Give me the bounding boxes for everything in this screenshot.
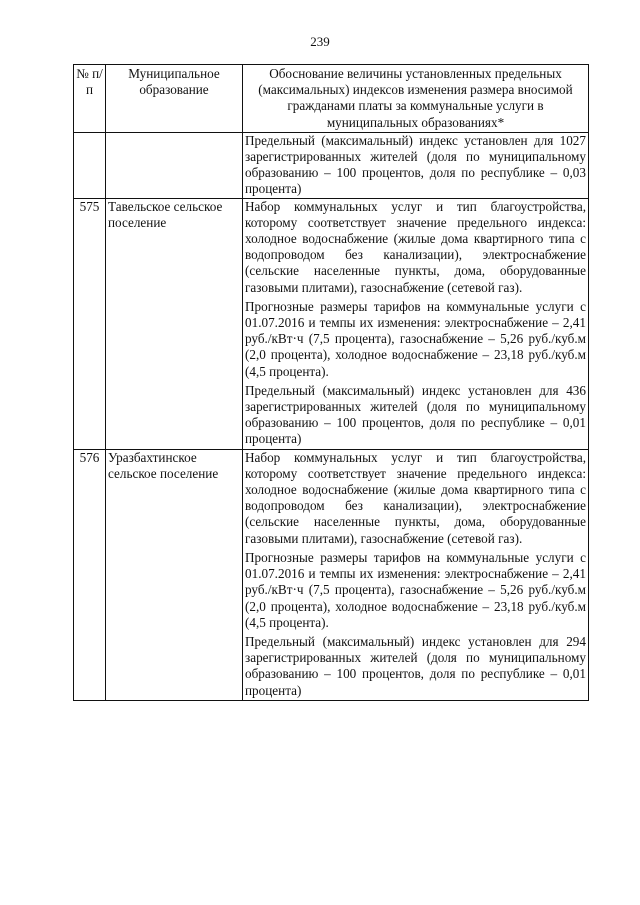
table-row: [74, 198, 589, 449]
continuation-text: Предельный (максимальный) индекс установлен для 1027 зарегистрированных жителей (доля по муниципальному образованию – 100 процентов, доля по республике – 0,03 процента): [243, 132, 589, 198]
continuation-num: [74, 132, 106, 198]
tariffs-paragraph: Прогнозные размеры тарифов на коммунальные услуги с 01.07.2016 и темпы их изменения: электроснабжение – 2,41 руб./кВт·ч (7,5 процента), газоснабжение – 5,26 руб./куб.м (2,0 процента), холодное водоснабжение – 23,18 руб./куб.м (4,5 процента).: [245, 298, 586, 379]
row-justification: [243, 198, 589, 449]
row-municipality: Уразбахтинское сельское поселение: [106, 449, 243, 700]
continuation-row: [74, 132, 589, 198]
continuation-municipality: [106, 132, 243, 198]
row-justification: [243, 449, 589, 700]
row-num: 576: [74, 449, 106, 700]
services-paragraph: Набор коммунальных услуг и тип благоустройства, которому соответствует значение предельного индекса: холодное водоснабжение (жилые дома квартирного типа с водопроводом без канализации), электроснабжение (сельские населенные пункты, дома, оборудованные газовыми плитами), газоснабжение (сетевой газ).: [245, 198, 586, 295]
table-header-row: [74, 65, 589, 133]
header-justification: Обоснование величины установленных предельных (максимальных) индексов изменения размера вносимой гражданами платы за коммунальные услуги в муниципальных образованиях*: [243, 65, 589, 133]
services-paragraph: Набор коммунальных услуг и тип благоустройства, которому соответствует значение предельного индекса: холодное водоснабжение (жилые дома квартирного типа с водопроводом без канализации), электроснабжение (сельские населенные пункты, дома, оборудованные газовыми плитами), газоснабжение (сетевой газ).: [245, 449, 586, 546]
row-num: 575: [74, 198, 106, 449]
header-municipality: Муниципальное образование: [106, 65, 243, 133]
index-paragraph: Предельный (максимальный) индекс установлен для 294 зарегистрированных жителей (доля по муниципальному образованию – 100 процентов, доля по республике – 0,01 процента): [245, 633, 586, 698]
table-row: [74, 449, 589, 700]
tariff-index-table: [73, 64, 589, 701]
header-num: № п/п: [74, 65, 106, 133]
tariffs-paragraph: Прогнозные размеры тарифов на коммунальные услуги с 01.07.2016 и темпы их изменения: электроснабжение – 2,41 руб./кВт·ч (7,5 процента), газоснабжение – 5,26 руб./куб.м (2,0 процента), холодное водоснабжение – 23,18 руб./куб.м (4,5 процента).: [245, 549, 586, 630]
index-paragraph: Предельный (максимальный) индекс установлен для 436 зарегистрированных жителей (доля по муниципальному образованию – 100 процентов, доля по республике – 0,01 процента): [245, 382, 586, 447]
page-number: 239: [310, 34, 330, 49]
row-municipality: Тавельское сельское поселение: [106, 198, 243, 449]
